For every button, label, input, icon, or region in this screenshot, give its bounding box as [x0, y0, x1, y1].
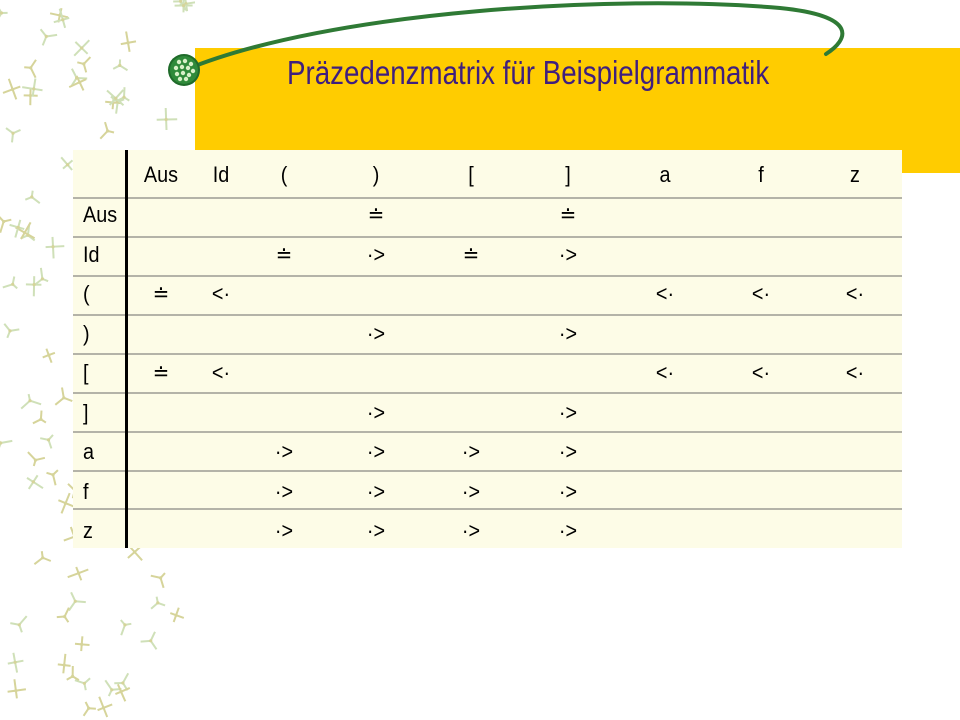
matrix-cell: ≐ [559, 202, 577, 227]
matrix-cell: ≐ [275, 241, 293, 267]
matrix-cell: ·> [558, 518, 578, 543]
matrix-cell: ·> [366, 320, 386, 346]
matrix-cell: <· [751, 360, 771, 385]
matrix-cell: ·> [558, 399, 578, 425]
matrix-cell: ·> [274, 478, 294, 504]
matrix-cell: ≐ [462, 241, 480, 267]
matrix-row-label: Aus [83, 202, 118, 227]
matrix-cell: ·> [366, 399, 386, 425]
beaded-bullet-icon [166, 52, 202, 88]
matrix-column-header: f [758, 162, 764, 187]
matrix-cell: ·> [558, 320, 578, 346]
matrix-column-header: Id [212, 162, 230, 187]
matrix-column-header: Aus [143, 162, 179, 187]
matrix-cell: <· [845, 360, 865, 385]
matrix-column-header: ] [565, 162, 571, 187]
slide-title: Präzedenzmatrix für Beispielgrammatik [287, 54, 770, 91]
matrix-column-header: z [850, 162, 860, 187]
matrix-column-header: ( [280, 162, 288, 187]
matrix-row-label: z [83, 518, 93, 543]
matrix-cell: <· [211, 360, 231, 385]
matrix-cell: ·> [558, 439, 578, 464]
matrix-row-label: Id [83, 241, 100, 267]
matrix-cell: ·> [558, 478, 578, 504]
matrix-column-header: [ [468, 162, 474, 187]
matrix-cell: ≐ [152, 360, 170, 385]
matrix-row-label: [ [83, 360, 89, 385]
matrix-row-label: ] [83, 399, 89, 425]
matrix-cell: ·> [366, 241, 386, 267]
matrix-cell: ·> [366, 518, 386, 543]
matrix-row-label: f [83, 478, 89, 504]
matrix-row-label: ( [83, 281, 90, 306]
matrix-cell: ·> [274, 518, 294, 543]
matrix-row-lines [73, 150, 902, 548]
matrix-cell: ·> [366, 439, 386, 464]
matrix-row-label: a [83, 439, 95, 464]
matrix-column-header: ) [372, 162, 380, 187]
matrix-cell: ·> [274, 439, 294, 464]
matrix-cell: ·> [558, 241, 578, 267]
matrix-cell: ≐ [152, 281, 170, 306]
precedence-matrix [73, 150, 902, 548]
matrix-header-separator [125, 150, 128, 548]
matrix-cell: <· [211, 281, 231, 306]
matrix-cell: ≐ [367, 202, 385, 227]
matrix-cell: ·> [461, 478, 481, 504]
matrix-cell: <· [751, 281, 771, 306]
matrix-cell: <· [655, 281, 675, 306]
matrix-cell: ·> [461, 518, 481, 543]
matrix-cell: ·> [461, 439, 481, 464]
matrix-cell: <· [655, 360, 675, 385]
matrix-cell: ·> [366, 478, 386, 504]
matrix-row-label: ) [83, 320, 90, 346]
matrix-cell: <· [845, 281, 865, 306]
matrix-column-header: a [659, 162, 671, 187]
